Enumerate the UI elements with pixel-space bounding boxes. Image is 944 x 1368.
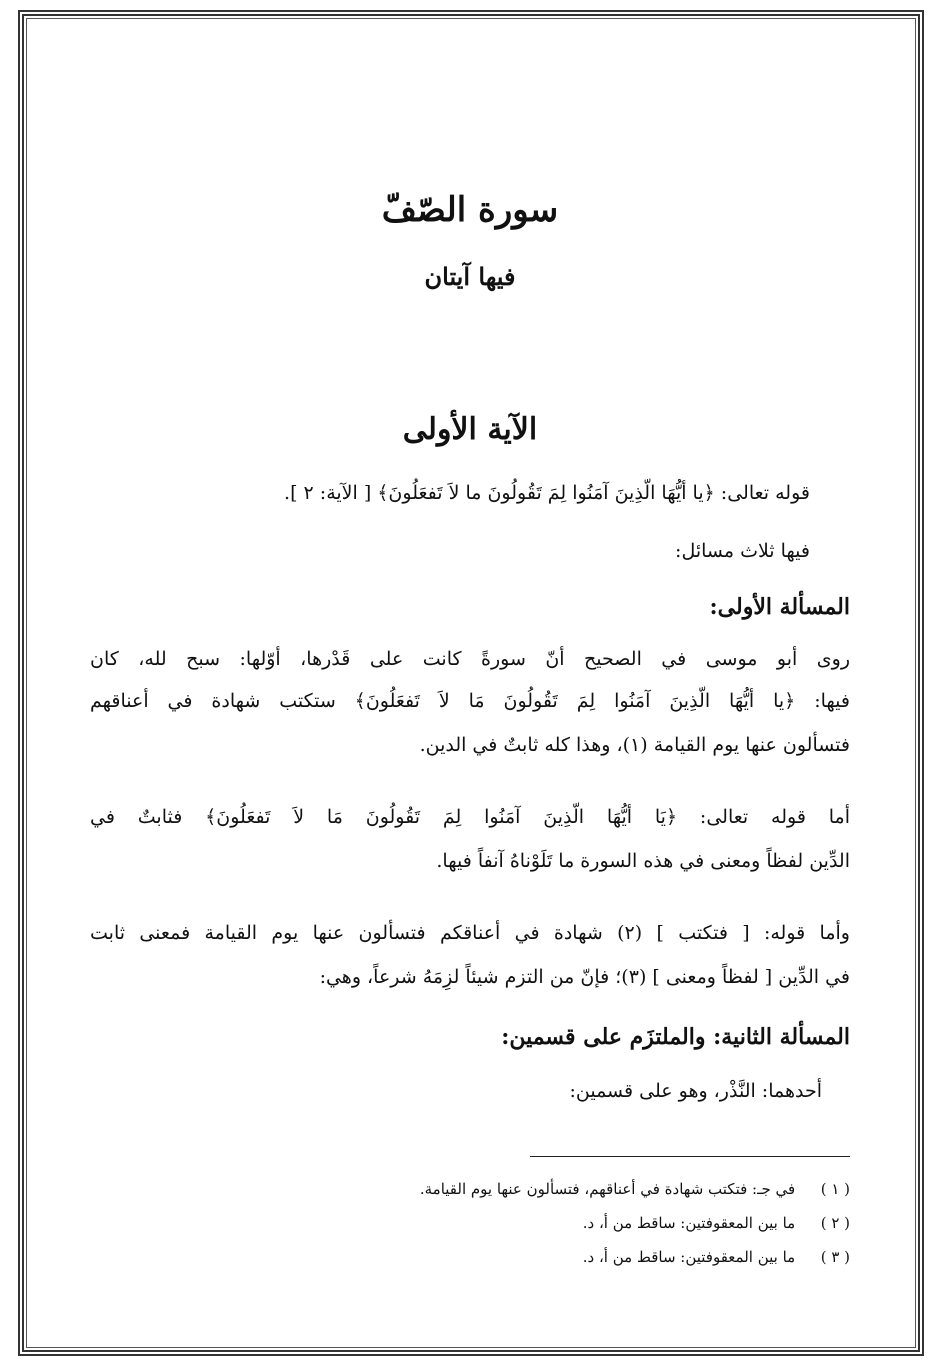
intro-count: فيها ثلاث مسائل: [675, 540, 810, 562]
ayah-heading: الآية الأولى [402, 412, 538, 447]
paragraph-2-line: الدِّين لفظاً ومعنى في هذه السورة ما تَلَوْناهُ آنفاً فيها. [436, 850, 850, 872]
intro-line: قوله تعالى: ﴿يا أيُّهَا الّذِينَ آمَنُوا لِمَ تَقُولُونَ ما لاَ تَفعَلُونَ﴾ [ الآية: ٢ ]. [284, 482, 810, 504]
footnote-text: في جـ: فتكتب شهادة في أعناقهم، فتسألون عنها يوم القيامة. [419, 1180, 796, 1198]
footnote-separator [530, 1156, 850, 1157]
question-2-line: أحدهما: النَّذْر، وهو على قسمين: [569, 1080, 822, 1102]
question-1-heading: المسألة الأولى: [709, 594, 850, 620]
question-2-heading: المسألة الثانية: والملتزَم على قسمين: [501, 1024, 850, 1050]
paragraph-3-line: في الدِّين [ لفظاً ومعنى ] (٣)؛ فإنّ من التزم شيئاً لزِمَهُ شرعاً، وهي: [319, 966, 850, 988]
question-1-line: روى أبو موسى في الصحيح أنّ سورةً كانت على قَدْرها، أوّلها: سبح لله، كان [90, 648, 850, 670]
footnote-number: ( ١ ) [820, 1180, 850, 1198]
footnote-text: ما بين المعقوفتين: ساقط من أ، د. [582, 1248, 796, 1266]
question-1-line: فتسألون عنها يوم القيامة (١)، وهذا كله ثابتٌ في الدين. [419, 734, 850, 756]
surah-subtitle: فيها آيتان [424, 262, 516, 291]
surah-title: سورة الصّفّ [381, 190, 559, 230]
footnote-number: ( ٢ ) [820, 1214, 850, 1232]
footnote-text: ما بين المعقوفتين: ساقط من أ، د. [582, 1214, 796, 1232]
footnote-item [90, 1214, 850, 1232]
document-page [90, 0, 850, 1368]
paragraph-2-line: أما قوله تعالى: ﴿يَا أيُّهَا الّذِينَ آمَنُوا لِمَ تَقُولُونَ مَا لاَ تَفعَلُونَ﴾ فثابتٌ في [90, 806, 850, 828]
paragraph-3-line: وأما قوله: [ فتكتب ] (٢) شهادة في أعناقكم فتسألون عنها يوم القيامة فمعنى ثابت [90, 922, 850, 944]
footnote-item [90, 1248, 850, 1266]
footnote-number: ( ٣ ) [820, 1248, 850, 1266]
question-1-line: فيها: ﴿يا أيُّهَا الّذِينَ آمَنُوا لِمَ تَقُولُونَ مَا لاَ تَفعَلُونَ﴾ ستكتب شهادة في أعناقهم [90, 690, 850, 712]
footnote-item [90, 1180, 850, 1198]
